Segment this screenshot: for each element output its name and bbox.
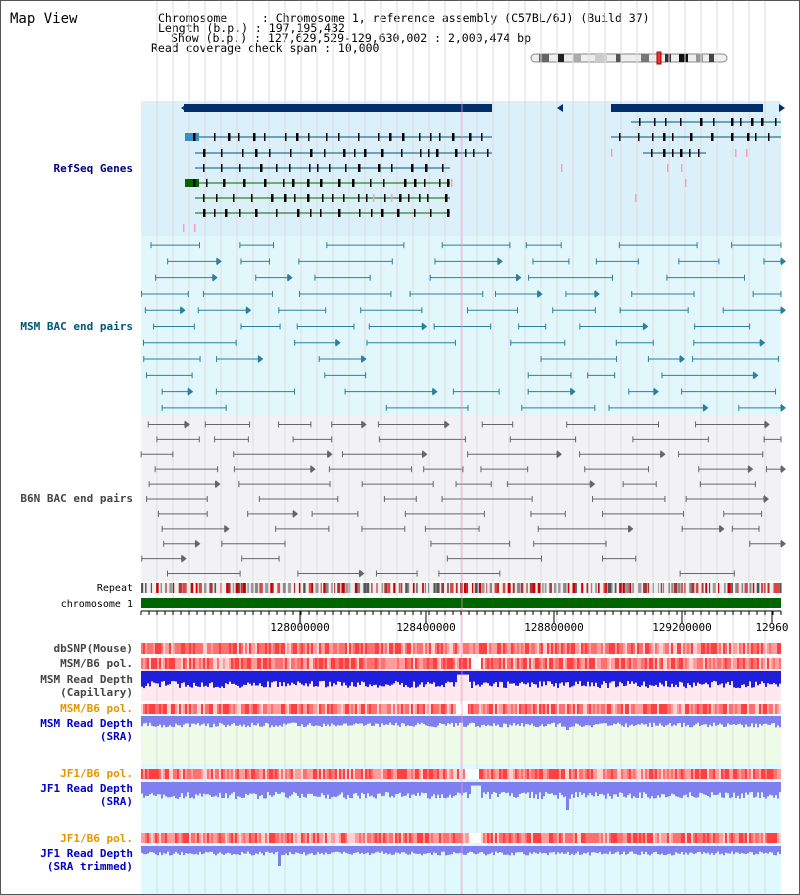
msm-bac-label: MSM BAC end pairs (20, 320, 133, 333)
msm-depth-sra-label: MSM Read Depth (SRA) (40, 717, 133, 743)
jf1-pol2-label: JF1/B6 pol. (60, 832, 133, 845)
length-line: Length (b.p.) : 197,195,432 (158, 21, 345, 35)
axis-tick-label: 12960 (755, 621, 789, 634)
msm-pol2-label: MSM/B6 pol. (60, 702, 133, 715)
chromosome-bar[interactable] (141, 598, 781, 608)
dbsnp-label: dbSNP(Mouse) (53, 642, 133, 655)
axis-tick-label: 128800000 (524, 621, 584, 634)
track-canvas[interactable] (1, 1, 800, 895)
position-axis (141, 611, 789, 634)
repeat-track[interactable] (141, 583, 782, 593)
axis-tick-label: 129200000 (652, 621, 712, 634)
jf1-pol-label: JF1/B6 pol. (60, 767, 133, 780)
chromosome-label: chromosome 1 (60, 599, 133, 610)
jf1-depth-trim-label: JF1 Read Depth (SRA trimmed) (40, 847, 133, 873)
msm-pol-label: MSM/B6 pol. (60, 657, 133, 670)
chromosome-line: Chromosome : Chromosome 1, reference assembly (C57BL/6J) (Build 37) (158, 11, 650, 25)
axis-tick-label: 128400000 (396, 621, 456, 634)
repeat-label: Repeat (96, 583, 133, 594)
refseq-label: RefSeq Genes (53, 162, 133, 175)
axis-tick-label: 128000000 (270, 621, 330, 634)
show-range-line: Show (b.p.) : 127,629,529-129,630,002 : 2,000,474 bp (171, 31, 532, 45)
coverage-span-line: Read coverage check span : 10,000 (151, 41, 380, 55)
msm-depth-cap-label: MSM Read Depth (Capillary) (40, 673, 133, 699)
chromosome-ideogram[interactable] (531, 52, 727, 64)
jf1-depth-sra-label: JF1 Read Depth (SRA) (40, 782, 133, 808)
page-title: Map View (10, 11, 78, 27)
b6n-bac-label: B6N BAC end pairs (20, 492, 133, 505)
